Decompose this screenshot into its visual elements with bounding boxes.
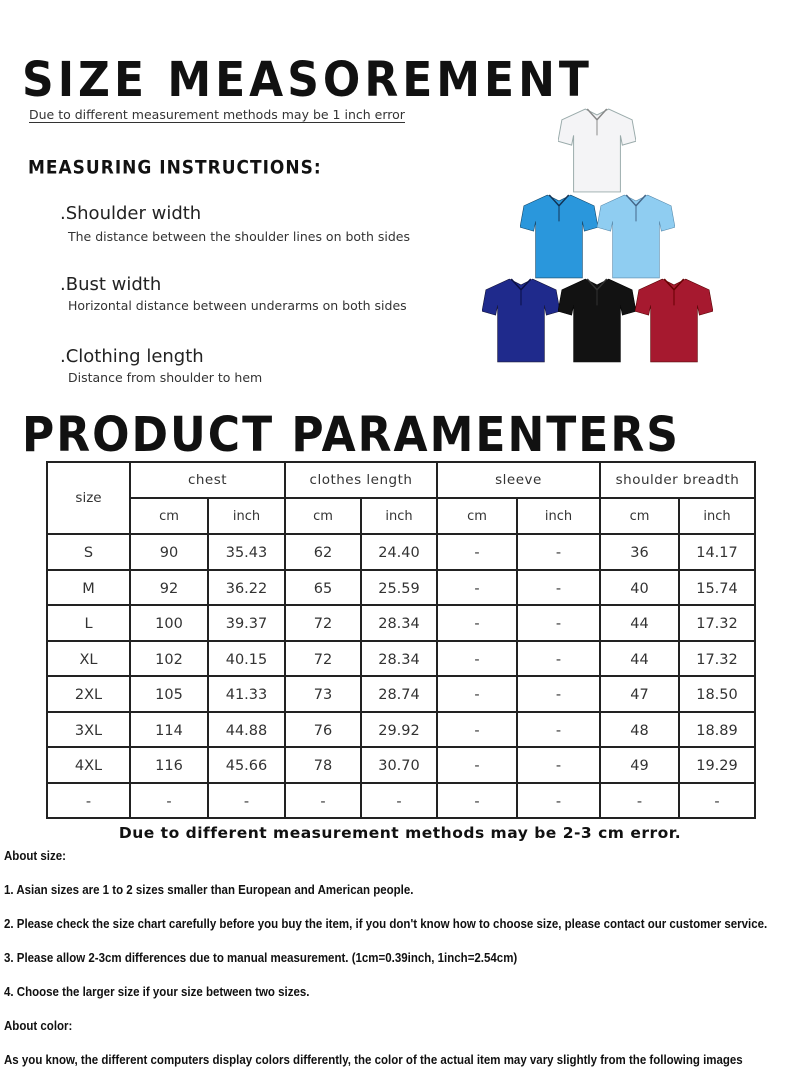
table-cell: 116 [130,747,208,783]
table-row [47,783,755,819]
shoulder-width-title: .Shoulder width [60,203,202,224]
table-cell: - [517,641,600,677]
table-cell: 14.17 [679,534,755,570]
clothing-length-title: .Clothing length [60,346,204,367]
size-label-cell: 2XL [47,676,130,712]
table-cell: 76 [285,712,361,748]
table-cell: 28.34 [361,605,437,641]
size-header: size [47,462,130,534]
table-cell: - [130,783,208,819]
table-cell: - [361,783,437,819]
measurement-error-note: Due to different measurement methods may be 1 inch error [29,107,405,122]
table-cell: 73 [285,676,361,712]
table-cell: - [517,605,600,641]
table-cell: 24.40 [361,534,437,570]
size-label-cell: 3XL [47,712,130,748]
polo-shirt-icon [558,106,636,194]
table-cell: - [437,570,517,606]
table-cell: - [437,712,517,748]
table-cell: - [437,534,517,570]
table-cell: 39.37 [208,605,285,641]
size-label-cell: S [47,534,130,570]
table-row [47,641,755,677]
table-cell: 72 [285,641,361,677]
table-cell: - [517,747,600,783]
table-cell: 92 [130,570,208,606]
polo-shirt-black [558,276,636,364]
polo-shirt-icon [597,192,675,280]
table-cell: 15.74 [679,570,755,606]
polo-shirt-icon [482,276,560,364]
size-label-cell: XL [47,641,130,677]
bust-width-desc: Horizontal distance between underarms on both sides [68,298,407,313]
table-cell: 36.22 [208,570,285,606]
bust-width-title: .Bust width [60,274,162,295]
measurement-error-notice: Due to different measurement methods may be 2-3 cm error. [118,824,682,842]
instructions-heading: MEASURING INSTRUCTIONS: [28,157,322,179]
table-cell: 18.50 [679,676,755,712]
polo-shirt-light-blue [597,192,675,280]
table-cell: - [437,676,517,712]
table-cell: 47 [600,676,679,712]
table-cell: - [208,783,285,819]
table-cell: 40 [600,570,679,606]
table-cell: 65 [285,570,361,606]
table-cell: 28.34 [361,641,437,677]
table-cell: 19.29 [679,747,755,783]
table-cell: 36 [600,534,679,570]
table-cell: 44 [600,605,679,641]
size-chart-table [46,461,756,819]
size-label-cell: - [47,783,130,819]
polo-shirt-icon [520,192,598,280]
table-cell: 114 [130,712,208,748]
unit-header: inch [679,498,755,534]
table-cell: 100 [130,605,208,641]
about-size-line-3: 3. Please allow 2-3cm differences due to manual measurement. (1cm=0.39inch, 1inch=2.54cm) [4,951,518,965]
clothes-length-header: clothes length [285,462,437,498]
size-label-cell: 4XL [47,747,130,783]
table-cell: 72 [285,605,361,641]
about-size-line-1: 1. Asian sizes are 1 to 2 sizes smaller than European and American people. [4,883,414,897]
polo-shirt-royal-blue [482,276,560,364]
table-row [47,534,755,570]
table-cell: 78 [285,747,361,783]
table-row [47,605,755,641]
table-cell: 90 [130,534,208,570]
table-row [47,676,755,712]
table-cell: 28.74 [361,676,437,712]
unit-header: cm [600,498,679,534]
table-cell: - [517,676,600,712]
unit-header: inch [208,498,285,534]
table-cell: 48 [600,712,679,748]
size-label-cell: M [47,570,130,606]
table-cell: 17.32 [679,605,755,641]
table-cell: - [517,534,600,570]
unit-header: cm [130,498,208,534]
table-cell: 45.66 [208,747,285,783]
table-cell: 49 [600,747,679,783]
polo-shirt-icon [635,276,713,364]
table-cell: 62 [285,534,361,570]
table-cell: - [285,783,361,819]
table-cell: - [517,712,600,748]
polo-shirt-sky-blue [520,192,598,280]
about-size-heading: About size: [4,849,66,863]
table-cell: 44.88 [208,712,285,748]
chest-header: chest [130,462,285,498]
unit-header: cm [437,498,517,534]
page-title: SIZE MEASOREMENT [22,52,593,109]
table-row [47,712,755,748]
about-size-line-2: 2. Please check the size chart carefully before you buy the item, if you don't know how to choose size, please contact our customer service. [4,917,768,931]
shoulder-width-desc: The distance between the shoulder lines on both sides [68,229,410,244]
table-row [47,747,755,783]
unit-header: inch [517,498,600,534]
table-cell: - [517,570,600,606]
table-cell: 35.43 [208,534,285,570]
table-row [47,570,755,606]
table-cell: - [679,783,755,819]
clothing-length-desc: Distance from shoulder to hem [68,370,263,385]
table-cell: - [437,641,517,677]
table-cell: 102 [130,641,208,677]
table-cell: - [437,605,517,641]
table-cell: 25.59 [361,570,437,606]
table-cell: 41.33 [208,676,285,712]
table-cell: 18.89 [679,712,755,748]
table-cell: - [600,783,679,819]
table-cell: 17.32 [679,641,755,677]
table-cell: - [437,783,517,819]
size-label-cell: L [47,605,130,641]
table-cell: 44 [600,641,679,677]
table-cell: - [517,783,600,819]
polo-shirt-icon [558,276,636,364]
about-color-heading: About color: [4,1019,73,1033]
sleeve-header: sleeve [437,462,600,498]
table-cell: 29.92 [361,712,437,748]
polo-shirt-white [558,106,636,194]
table-cell: - [437,747,517,783]
table-cell: 105 [130,676,208,712]
product-parameters-title: PRODUCT PARAMENTERS [22,407,680,464]
unit-header: cm [285,498,361,534]
shoulder-breadth-header: shoulder breadth [600,462,755,498]
polo-shirt-wine-red [635,276,713,364]
about-color-note: As you know, the different computers display colors differently, the color of the actual item may vary slightly from the following images [4,1053,743,1067]
table-cell: 40.15 [208,641,285,677]
table-cell: 30.70 [361,747,437,783]
unit-header: inch [361,498,437,534]
about-size-line-4: 4. Choose the larger size if your size between two sizes. [4,985,310,999]
